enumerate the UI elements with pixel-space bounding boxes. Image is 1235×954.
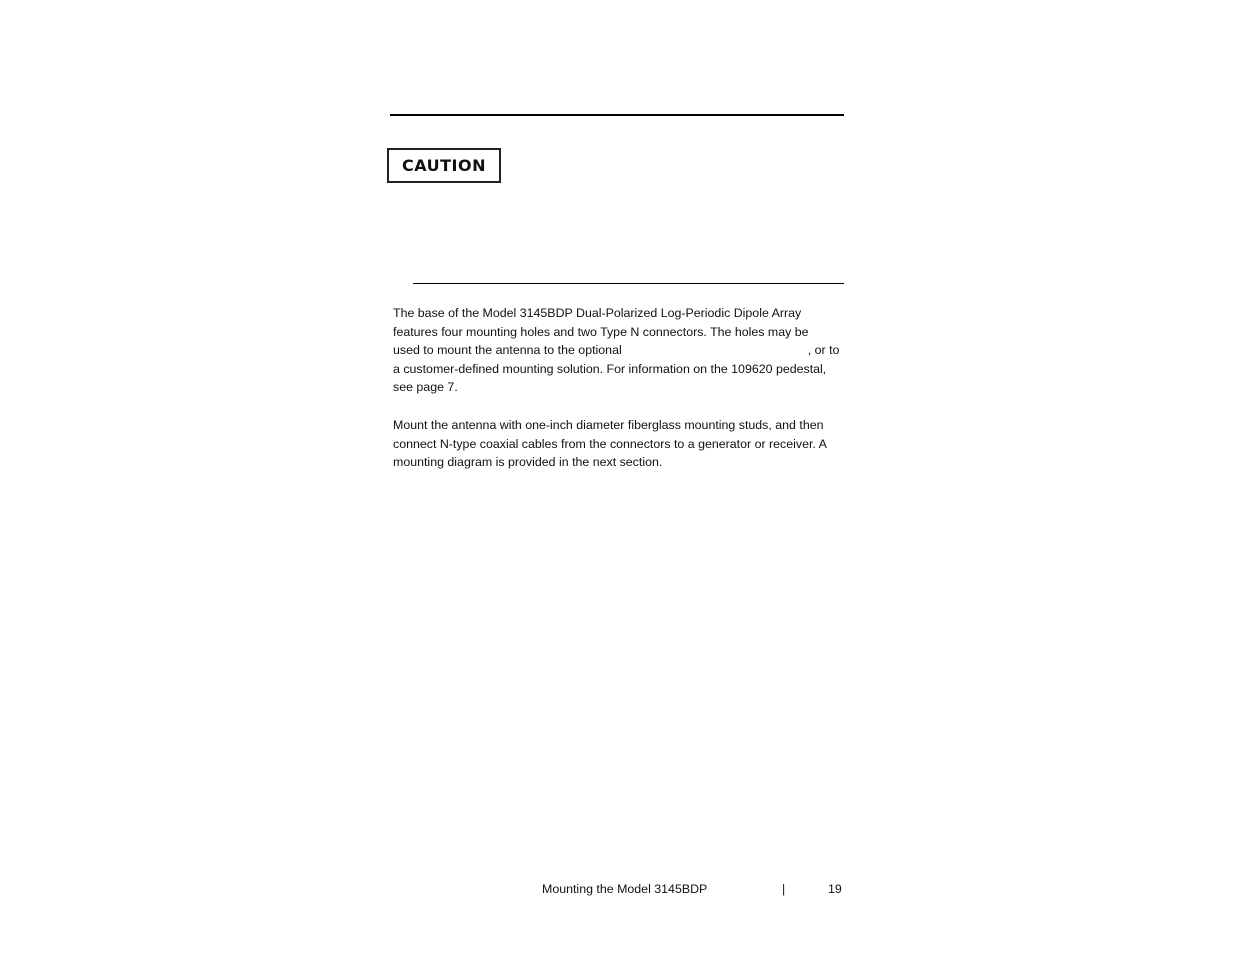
mounting-paragraph-2 bbox=[393, 416, 845, 472]
section-rule bbox=[413, 283, 844, 284]
text-line: see page 7. bbox=[393, 380, 458, 395]
caution-label-box bbox=[387, 148, 501, 183]
footer-title: Mounting the Model 3145BDP bbox=[542, 882, 708, 896]
text-line: Mount the antenna with one-inch diameter fiberglass mounting studs, and then bbox=[393, 418, 824, 432]
mounting-paragraph-1 bbox=[393, 304, 845, 397]
text-line: a customer-defined mounting solution. For information on the 109620 pedestal, bbox=[393, 361, 827, 376]
text-line: The base of the Model 3145BDP Dual-Polarized Log-Periodic Dipole Array bbox=[393, 306, 802, 320]
text-line: mounting diagram is provided in the next section. bbox=[393, 455, 663, 470]
text-line: features four mounting holes and two Type N connectors. The holes may be bbox=[393, 324, 809, 339]
text-line-start: used to mount the antenna to the optional bbox=[393, 343, 622, 358]
text-line bbox=[393, 341, 845, 360]
page-number: 19 bbox=[828, 882, 842, 896]
caution-label: CAUTION bbox=[402, 156, 486, 175]
footer-separator: | bbox=[782, 882, 786, 896]
top-rule bbox=[390, 114, 844, 116]
text-line-end: , or to bbox=[807, 343, 840, 358]
text-line: connect N-type coaxial cables from the connectors to a generator or receiver. A bbox=[393, 436, 827, 451]
